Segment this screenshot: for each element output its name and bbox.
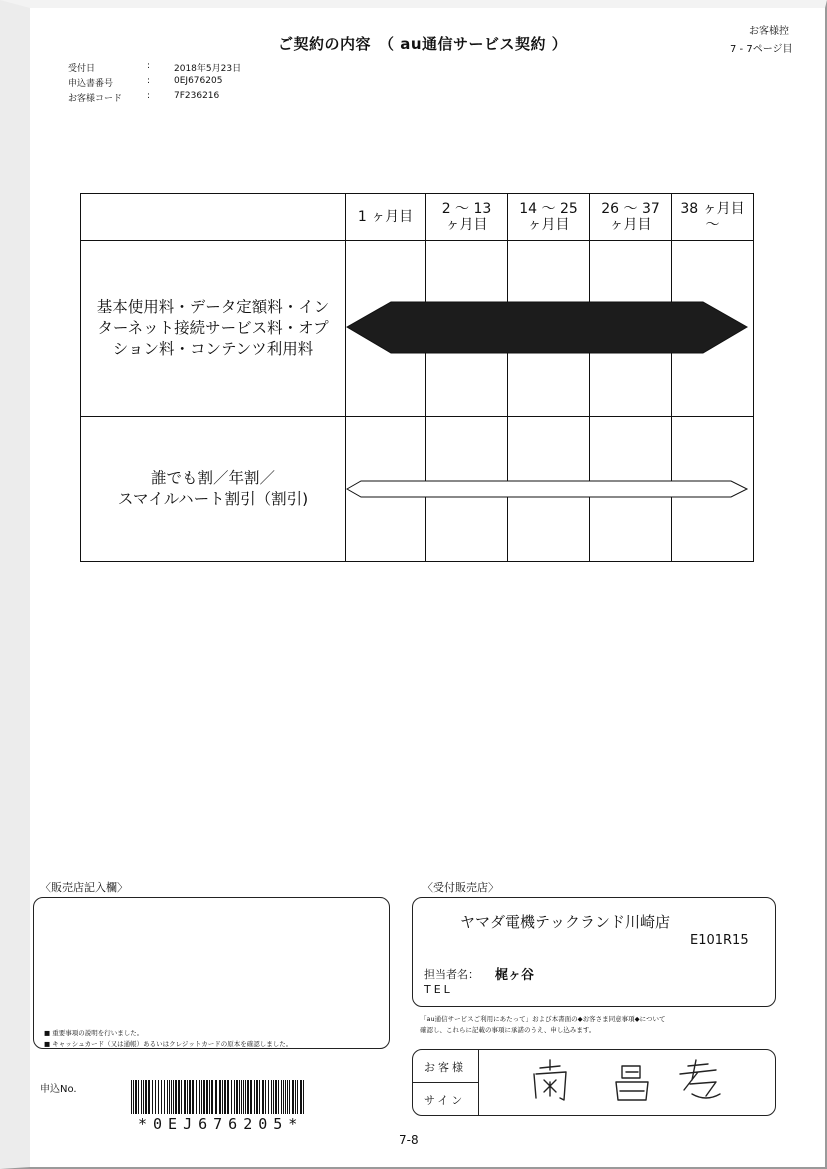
barcode-bar — [192, 1080, 194, 1114]
period-cell — [672, 241, 754, 417]
barcode-bar — [135, 1080, 137, 1114]
barcode-bar — [273, 1080, 274, 1114]
signature-divider — [478, 1049, 479, 1116]
dealer-check-explanation: ■ 重要事項の説明を行いました。 — [44, 1029, 144, 1037]
period-cell — [426, 241, 508, 417]
barcode-bar — [247, 1080, 249, 1114]
tel-label: TEL — [424, 983, 453, 996]
barcode-bar — [169, 1080, 170, 1114]
barcode-bar — [297, 1080, 298, 1114]
barcode-bar — [181, 1080, 182, 1114]
header-text: 26 〜 37 — [601, 201, 660, 217]
barcode-bar — [171, 1080, 172, 1114]
period-cell — [508, 417, 590, 562]
header-text: 1 ヶ月目 — [357, 209, 414, 225]
row-label-discounts — [81, 417, 346, 562]
barcode-bar — [187, 1080, 188, 1114]
staff-name: 梶ヶ谷 — [495, 968, 535, 983]
header-month-26-37 — [590, 194, 672, 241]
consent-text-line2: 確認し、これらに記載の事項に承諾のうえ、申し込みます。 — [420, 1026, 596, 1034]
header-text: 2 〜 13 — [441, 201, 492, 217]
barcode-bar — [131, 1080, 132, 1114]
barcode-bar — [259, 1080, 260, 1114]
barcode-bar — [303, 1080, 304, 1114]
barcode-bar — [289, 1080, 290, 1114]
barcode-bar — [285, 1080, 286, 1114]
consent-text-line1: 「au通信サービスご利用にあたって」および本書面の◆お客さま同意事項◆について — [420, 1015, 666, 1023]
barcode-bar — [254, 1080, 255, 1114]
copy-label: お客様控 — [749, 26, 789, 37]
barcode-bar — [265, 1080, 266, 1114]
meta-label-customer-code: お客様コード — [68, 94, 123, 104]
header-blank-cell — [81, 194, 346, 241]
meta-label-application-number: 申込書番号 — [68, 79, 114, 89]
barcode-bar — [245, 1080, 246, 1114]
period-cell — [346, 417, 426, 562]
header-text: ヶ月目 — [609, 217, 652, 233]
meta-colon: : — [147, 76, 151, 86]
dealer-entry-box[interactable] — [33, 897, 390, 1049]
barcode-bar — [155, 1080, 156, 1114]
barcode — [130, 1080, 308, 1118]
period-cell — [590, 241, 672, 417]
barcode-bar — [189, 1080, 191, 1114]
row-label-text: 基本使用料・データ定額料・イン — [96, 298, 330, 316]
barcode-bar — [206, 1080, 208, 1114]
header-text: 14 〜 25 — [519, 201, 578, 217]
period-cell — [346, 241, 426, 417]
barcode-bar — [275, 1080, 277, 1114]
handwritten-signature — [520, 1056, 750, 1106]
barcode-bar — [241, 1080, 242, 1114]
meta-colon: : — [147, 61, 151, 71]
barcode-bar — [184, 1080, 186, 1114]
barcode-bar — [224, 1080, 226, 1114]
table-row — [81, 417, 754, 562]
barcode-bar — [222, 1080, 223, 1114]
header-month-14-25 — [508, 194, 590, 241]
barcode-bar — [300, 1080, 302, 1114]
barcode-bar — [262, 1080, 264, 1114]
barcode-bar — [250, 1080, 252, 1114]
header-month-38-plus — [672, 194, 754, 241]
header-month-1 — [346, 194, 426, 241]
barcode-bar — [175, 1080, 177, 1114]
barcode-bar — [164, 1080, 165, 1114]
barcode-bar — [203, 1080, 205, 1114]
barcode-bar — [161, 1080, 162, 1114]
period-cell — [672, 417, 754, 562]
page-number: 7-8 — [399, 1133, 419, 1147]
barcode-bar — [196, 1080, 197, 1114]
barcode-bar — [278, 1080, 279, 1114]
table-row — [81, 241, 754, 417]
barcode-bar — [227, 1080, 229, 1114]
barcode-text: *0EJ676205* — [138, 1115, 304, 1133]
barcode-bar — [167, 1080, 168, 1114]
row-label-text: 誰でも割／年割／ — [150, 469, 275, 487]
barcode-bar — [243, 1080, 244, 1114]
barcode-bar — [201, 1080, 202, 1114]
barcode-bar — [199, 1080, 200, 1114]
barcode-bar — [268, 1080, 269, 1114]
period-cell — [590, 417, 672, 562]
barcode-bar — [234, 1080, 235, 1114]
row-label-basic-fees — [81, 241, 346, 417]
barcode-bar — [148, 1080, 150, 1114]
barcode-bar — [158, 1080, 159, 1114]
application-number-label: 申込No. — [40, 1084, 77, 1095]
barcode-bar — [292, 1080, 294, 1114]
header-month-2-13 — [426, 194, 508, 241]
shop-section-label: 〈受付販売店〉 — [422, 881, 499, 894]
barcode-bar — [133, 1080, 134, 1114]
shop-code: E101R15 — [690, 933, 749, 948]
signature-label-divider — [412, 1082, 478, 1083]
barcode-bar — [256, 1080, 258, 1114]
barcode-bar — [271, 1080, 272, 1114]
row-label-text: ターネット接続サービス料・オプ — [97, 319, 329, 337]
barcode-bar — [239, 1080, 240, 1114]
dealer-section-label: 〈販売店記入欄〉 — [40, 881, 128, 894]
signature-label-sign: サイン — [424, 1094, 466, 1107]
barcode-bar — [215, 1080, 217, 1114]
meta-value-customer-code: 7F236216 — [174, 91, 220, 101]
meta-colon: : — [147, 91, 151, 101]
period-cell — [426, 417, 508, 562]
meta-value-date: 2018年5月23日 — [174, 64, 242, 74]
header-text: ヶ月目 — [445, 217, 488, 233]
table-header-row — [81, 194, 754, 241]
barcode-bar — [219, 1080, 221, 1114]
staff-label: 担当者名： — [424, 968, 479, 981]
meta-value-application-number: 0EJ676205 — [174, 76, 223, 86]
barcode-bar — [236, 1080, 238, 1114]
period-cell — [508, 241, 590, 417]
document-title: ご契約の内容 （ au通信サービス契約 ） — [278, 35, 568, 53]
barcode-bar — [138, 1080, 139, 1114]
signature-label-customer: お客様 — [424, 1061, 466, 1074]
meta-label-date: 受付日 — [68, 64, 96, 74]
barcode-bar — [209, 1080, 210, 1114]
barcode-bar — [287, 1080, 288, 1114]
shop-name: ヤマダ電機テックランド川崎店 — [460, 913, 671, 931]
barcode-bar — [211, 1080, 213, 1114]
barcode-bar — [173, 1080, 174, 1114]
header-text: 38 ヶ月目 — [680, 201, 745, 217]
header-text: ヶ月目 — [527, 217, 570, 233]
page-label: 7 - 7ページ目 — [730, 44, 793, 55]
barcode-bar — [143, 1080, 144, 1114]
barcode-bar — [152, 1080, 153, 1114]
barcode-bar — [145, 1080, 147, 1114]
billing-period-table — [80, 193, 754, 562]
barcode-bar — [295, 1080, 296, 1114]
barcode-bar — [141, 1080, 142, 1114]
barcode-bar — [281, 1080, 282, 1114]
header-text: 〜 — [705, 217, 720, 233]
row-label-text: ション料・コンテンツ利用料 — [112, 340, 314, 358]
row-label-text: スマイルハート割引（割引) — [117, 490, 309, 508]
dealer-check-card: ■ キャッシュカード（又は通帳）あるいはクレジットカードの原本を確認しました。 — [44, 1040, 293, 1048]
barcode-bar — [178, 1080, 180, 1114]
barcode-bar — [231, 1080, 232, 1114]
barcode-bar — [283, 1080, 284, 1114]
